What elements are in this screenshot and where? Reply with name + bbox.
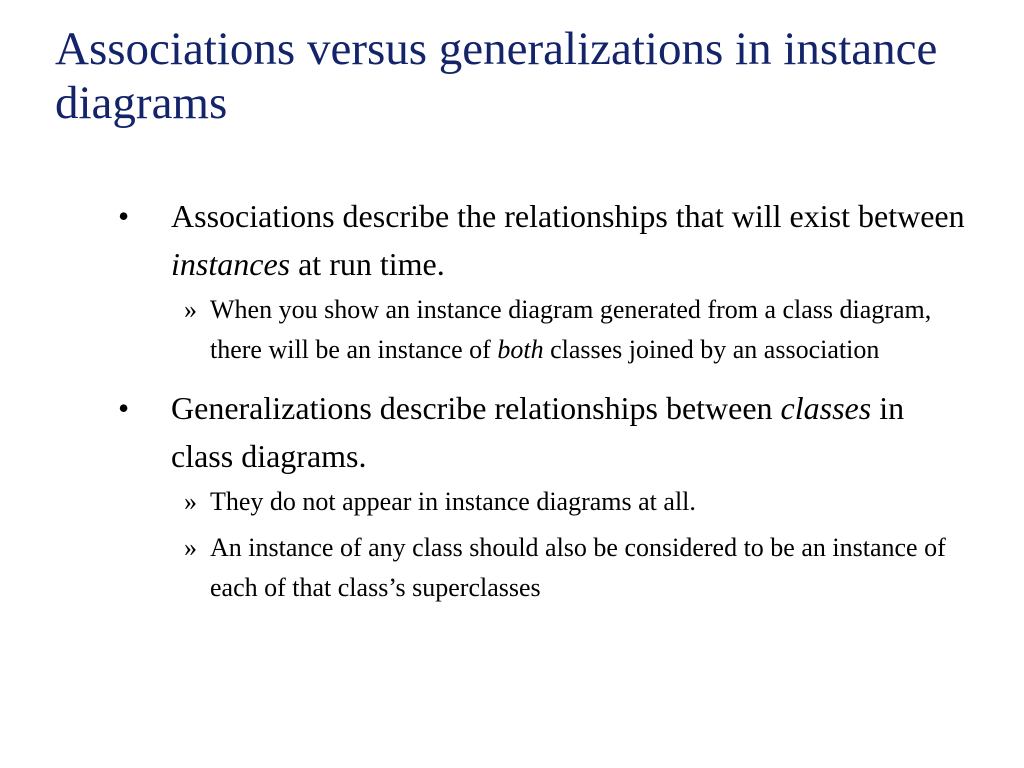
bullet-text-part: Generalizations describe relationships between [171, 390, 781, 426]
sub-bullet-marker: » [184, 295, 197, 324]
bullet-text-part: in class diagrams. [171, 390, 905, 474]
bullet-associations [118, 192, 968, 370]
bullet-text-part: Associations describe the relationships that will exist between [171, 198, 965, 234]
sub-bullet-text [210, 295, 931, 364]
sub-bullet-superclasses [171, 528, 955, 608]
bullet-emphasis: classes [780, 390, 872, 426]
bullet-text [171, 390, 904, 474]
sub-bullet-not-in-instance-diagrams [171, 482, 955, 522]
sub-bullet-text-part: classes joined by an association [543, 335, 880, 364]
bullet-marker: • [118, 390, 130, 426]
sub-bullet-marker: » [184, 533, 197, 562]
sub-bullet-emphasis: both [497, 335, 544, 364]
sub-bullet-text: They do not appear in instance diagrams at all. [210, 487, 696, 516]
sub-bullet-instance-diagram [171, 290, 955, 370]
bullet-generalizations [118, 384, 968, 608]
sub-bullet-text-part: When you show an instance diagram generated from a class diagram, there will be an instance of [210, 295, 932, 364]
bullet-text-part: at run time. [290, 246, 445, 282]
slide-title: Associations versus generalizations in instance diagrams [55, 23, 938, 129]
bullet-text [171, 198, 965, 282]
sub-bullet-list [171, 290, 968, 370]
bullet-emphasis: instances [171, 246, 291, 282]
sub-bullet-list [171, 482, 968, 608]
sub-bullet-text: An instance of any class should also be considered to be an instance of each of that class’s superclasses [210, 533, 946, 602]
bullet-marker: • [118, 198, 130, 234]
sub-bullet-marker: » [184, 487, 197, 516]
slide-body [118, 192, 968, 622]
